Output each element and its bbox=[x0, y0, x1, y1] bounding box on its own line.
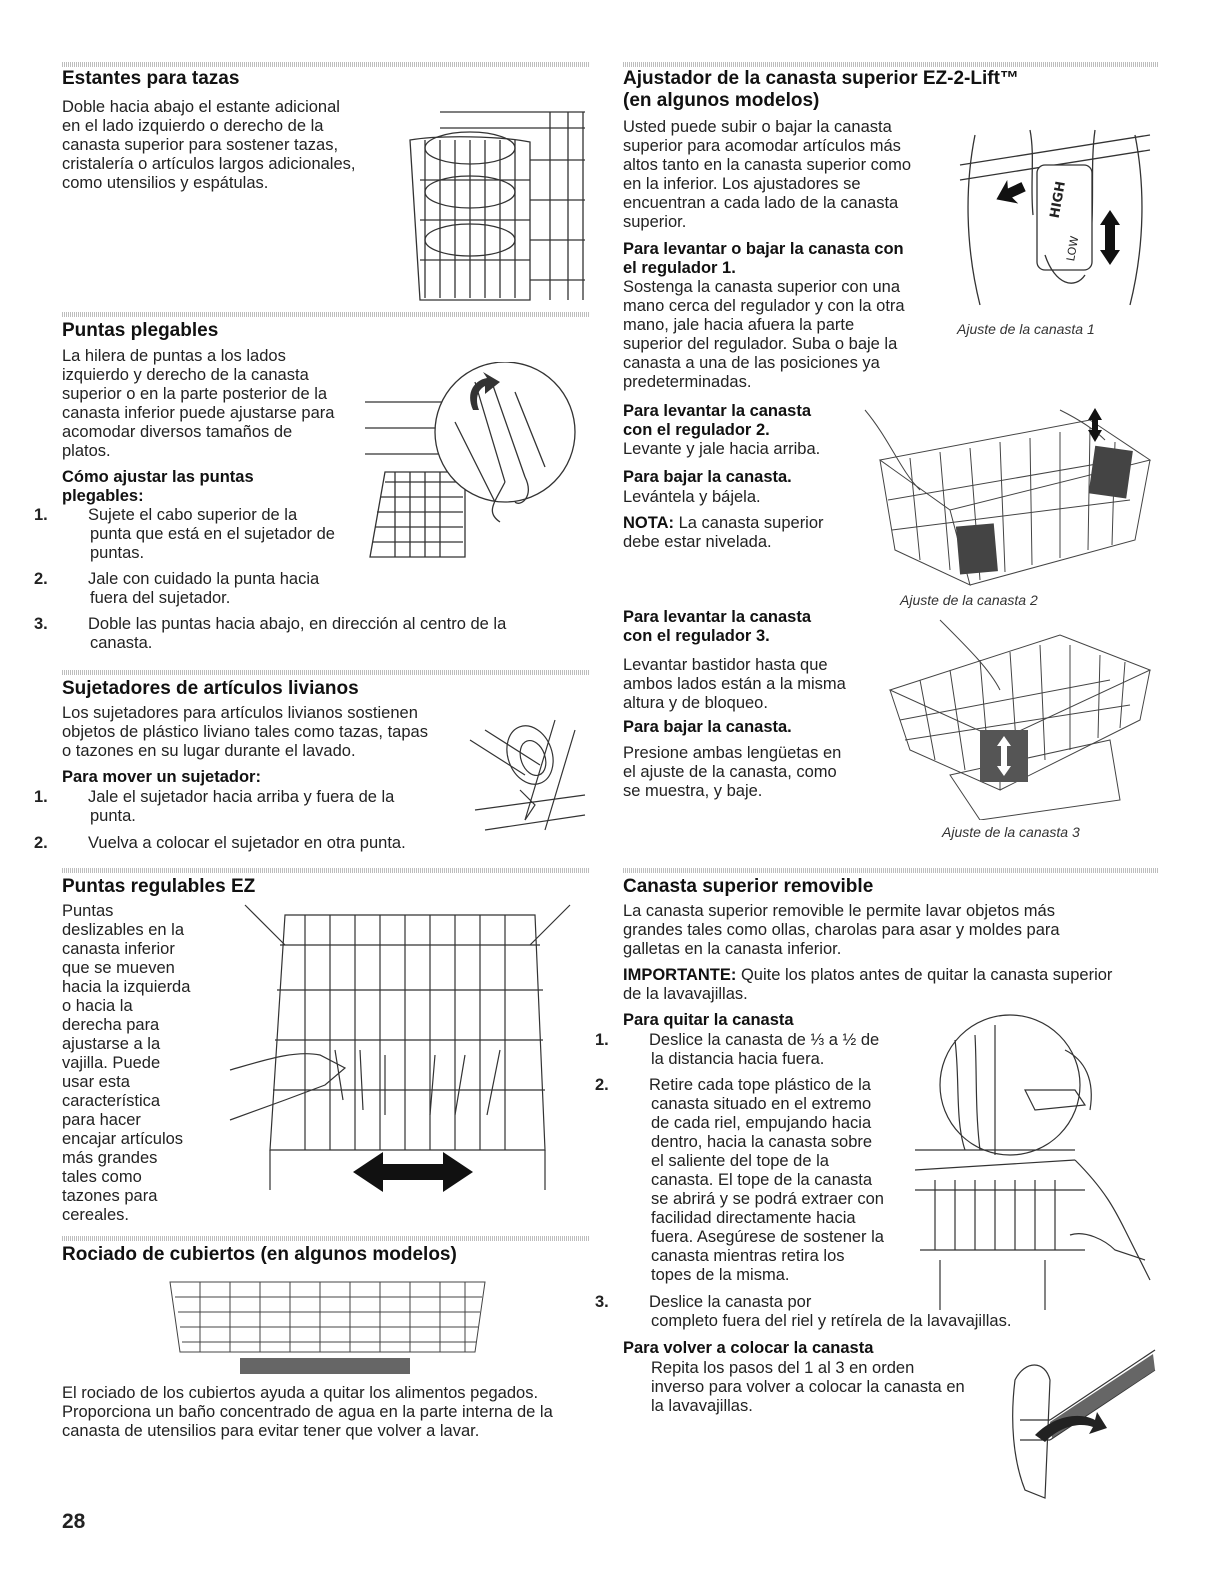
adjuster-1-text: Sostenga la canasta superior con una mano cerca del regulador y con la otra mano, jale hacia afuera la parte superior del regulador. Suba o baje la canasta a una de las posiciones ya predeterminadas. bbox=[623, 278, 905, 391]
section-title-silverware-spray: Rociado de cubiertos (en algunos modelos) bbox=[62, 1244, 457, 1265]
adjuster-1-illustration bbox=[955, 125, 1155, 315]
figure-caption: Ajuste de la canasta 1 bbox=[957, 321, 1095, 337]
removable-basket-text: La canasta superior removible le permite lavar objetos más grandes tales como ollas, charolas para asar y moldes para galletas en la canasta inferior. bbox=[623, 902, 1060, 958]
subheading-lower-basket-3: Para bajar la canasta. bbox=[623, 718, 792, 736]
light-item-holders-text: Los sujetadores para artículos livianos sostienen objetos de plástico liviano tales como tazas, tapas o tazones en su lugar durante el lavado. bbox=[62, 704, 428, 760]
section-title-folding-tines: Puntas plegables bbox=[62, 320, 219, 341]
list-item: 2. Jale con cuidado la punta hacia fuera del sujetador. bbox=[34, 570, 320, 607]
list-item: 2. Vuelva a colocar el sujetador en otra punta. bbox=[34, 834, 406, 852]
section-title-removable-basket: Canasta superior removible bbox=[623, 876, 874, 897]
silverware-spray-text: El rociado de los cubiertos ayuda a quitar los alimentos pegados. Proporciona un baño concentrado de agua en la parte interna de la canasta de utensilios para evitar tener que volver a lavar. bbox=[62, 1384, 553, 1440]
list-item: 2. Retire cada tope plástico de la canasta situado en el extremo de cada riel, empujando hacia dentro, hacia la canasta sobre el saliente del tope de la canasta. El tope de la canasta se abrirá y se podrá extraer con facilidad directamente hacia fuera. Asegúrese de sostener la canasta mientras retira los topes de la misma. bbox=[595, 1076, 884, 1284]
remove-basket-illustration bbox=[915, 1010, 1160, 1310]
list-item: 3. Doble las puntas hacia abajo, en dirección al centro de la canasta. bbox=[34, 615, 507, 652]
list-item: 1. Deslice la canasta de ⅓ a ½ de la distancia hacia fuera. bbox=[595, 1031, 880, 1068]
section-title-light-item-holders: Sujetadores de artículos livianos bbox=[62, 678, 359, 699]
light-item-holder-illustration bbox=[465, 710, 590, 850]
subheading-move-holder: Para mover un sujetador: bbox=[62, 768, 261, 786]
lower-basket-text: Levántela y bájela. bbox=[623, 488, 761, 506]
section-divider bbox=[62, 312, 590, 317]
list-item: 1. Jale el sujetador hacia arriba y fuera de la punta. bbox=[34, 788, 395, 825]
subheading-remove-basket: Para quitar la canasta bbox=[623, 1011, 794, 1029]
section-divider bbox=[62, 868, 590, 873]
figure-caption: Ajuste de la canasta 3 bbox=[942, 824, 1080, 840]
folding-tines-illustration bbox=[355, 362, 590, 572]
ez-tines-text: Puntas deslizables en la canasta inferior que se mueven hacia la izquierda o hacia la derecha para ajustarse a la vajilla. Puede usar esta característica para hacer encajar artículos más grandes tales como tazones para cereales. bbox=[62, 902, 191, 1224]
cup-shelves-text: Doble hacia abajo el estante adicional en el lado izquierdo o derecho de la canasta superior para sostener tazas, cristalería o artículos largos adicionales, como utensilios y espátulas. bbox=[62, 98, 356, 192]
note-text: NOTA: La canasta superior debe estar nivelada. bbox=[623, 514, 824, 551]
page-number: 28 bbox=[62, 1510, 86, 1533]
section-divider bbox=[62, 1236, 590, 1241]
section-divider bbox=[62, 670, 590, 675]
adjuster-low-label: LOW bbox=[1064, 235, 1082, 263]
folding-tines-text: La hilera de puntas a los lados izquierdo y derecho de la canasta superior o en la parte posterior de la canasta inferior puede ajustarse para acomodar diversos tamaños de platos. bbox=[62, 347, 335, 460]
adjuster-2-text: Levante y jale hacia arriba. bbox=[623, 440, 821, 458]
adjuster-3-text: Levantar bastidor hasta que ambos lados están a la misma altura y de bloqueo. bbox=[623, 656, 846, 712]
adjuster-3-illustration bbox=[880, 610, 1160, 820]
important-text: IMPORTANTE: Quite los platos antes de quitar la canasta superior de la lavavajillas. bbox=[623, 966, 1113, 1003]
replace-basket-illustration bbox=[1005, 1340, 1160, 1500]
section-title-cup-shelves: Estantes para tazas bbox=[62, 68, 240, 89]
lower-basket-3-text: Presione ambas lengüetas en el ajuste de la canasta, como se muestra, y baje. bbox=[623, 744, 842, 800]
section-title-ez2lift: Ajustador de la canasta superior EZ-2-Lift™ (en algunos modelos) bbox=[623, 68, 1019, 111]
section-divider bbox=[62, 62, 590, 67]
subheading-adjust-tines: Cómo ajustar las puntas plegables: bbox=[62, 468, 254, 505]
ez-tines-illustration bbox=[225, 900, 590, 1220]
section-divider bbox=[623, 868, 1158, 873]
silverware-spray-illustration bbox=[160, 1272, 495, 1382]
replace-basket-text: Repita los pasos del 1 al 3 en orden inverso para volver a colocar la canasta en la lavavajillas. bbox=[651, 1359, 965, 1415]
section-divider bbox=[623, 62, 1158, 67]
cup-shelf-illustration bbox=[380, 100, 590, 305]
subheading-adjuster-3: Para levantar la canasta con el regulador 3. bbox=[623, 608, 812, 645]
figure-caption: Ajuste de la canasta 2 bbox=[900, 592, 1038, 608]
ez2lift-intro: Usted puede subir o bajar la canasta superior para acomodar artículos más altos tanto en la canasta superior como en la inferior. Los ajustadores se encuentran a cada lado de la canasta superior. bbox=[623, 118, 912, 231]
subheading-replace-basket: Para volver a colocar la canasta bbox=[623, 1339, 874, 1357]
section-title-ez-tines: Puntas regulables EZ bbox=[62, 876, 256, 897]
subheading-adjuster-1: Para levantar o bajar la canasta con el regulador 1. bbox=[623, 240, 904, 277]
list-item: 1. Sujete el cabo superior de la punta que está en el sujetador de puntas. bbox=[34, 506, 335, 562]
adjuster-2-illustration bbox=[860, 400, 1160, 590]
subheading-lower-basket: Para bajar la canasta. bbox=[623, 468, 792, 486]
adjuster-high-label: HIGH bbox=[1047, 180, 1069, 220]
list-item: 3. Deslice la canasta por completo fuera del riel y retírela de la lavavajillas. bbox=[595, 1293, 1012, 1330]
subheading-adjuster-2: Para levantar la canasta con el regulador 2. bbox=[623, 402, 812, 439]
